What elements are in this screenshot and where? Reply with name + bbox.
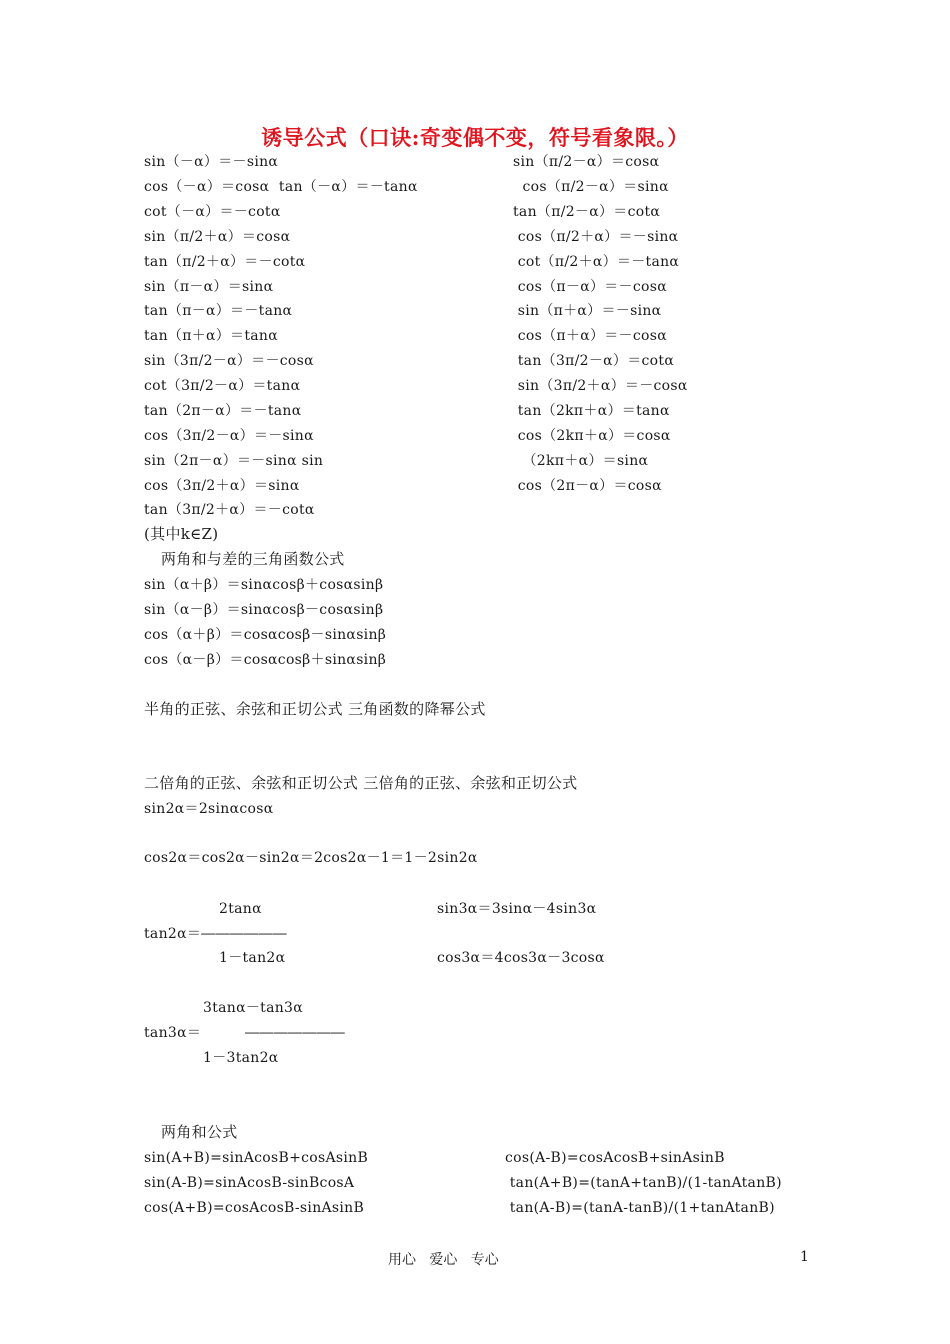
formula-line: sin（π－α）＝sinα bbox=[144, 279, 274, 295]
formula-line: tan(A-B)=(tanA-tanB)/(1+tanAtanB) bbox=[505, 1200, 775, 1216]
formula-sin2: sin2α＝2sinαcosα bbox=[144, 801, 274, 817]
formula-line: （2kπ＋α）＝sinα bbox=[513, 453, 649, 469]
formula-cos3: cos3α＝4cos3α－3cosα bbox=[437, 950, 605, 966]
formula-line: tan（3π/2－α）＝cotα bbox=[513, 353, 675, 369]
formula-line: sin(A-B)=sinAcosB-sinBcosA bbox=[144, 1175, 355, 1191]
tan3-lhs: tan3α＝ bbox=[144, 1025, 202, 1041]
formula-line: cos（α－β）＝cosαcosβ＋sinαsinβ bbox=[144, 652, 387, 668]
formula-line: sin（－α）＝－sinα bbox=[144, 154, 279, 170]
formula-cos2: cos2α＝cos2α－sin2α＝2cos2α－1＝1－2sin2α bbox=[144, 850, 478, 866]
double-triple-heading: 二倍角的正弦、余弦和正切公式 三倍角的正弦、余弦和正切公式 bbox=[144, 774, 578, 792]
page-number: 1 bbox=[800, 1249, 809, 1265]
formula-sin3: sin3α＝3sinα－4sin3α bbox=[437, 901, 597, 917]
tan2-denominator: 1－tan2α bbox=[219, 950, 286, 966]
formula-line: sin（π/2－α）＝cosα bbox=[513, 154, 660, 170]
tan3-denominator: 1－3tan2α bbox=[203, 1050, 279, 1066]
formula-line: sin（π＋α）＝－sinα bbox=[513, 303, 662, 319]
formula-line: cos（π－α）＝－cosα bbox=[513, 279, 667, 295]
tan3-fraction-bar: ――――――― bbox=[245, 1025, 346, 1041]
formula-line: cos(A-B)=cosAcosB+sinAsinB bbox=[505, 1150, 725, 1166]
formula-line: tan（π＋α）＝tanα bbox=[144, 328, 278, 344]
formula-line: cos（π/2－α）＝sinα bbox=[513, 179, 669, 195]
formula-line: tan（π/2＋α）＝－cotα bbox=[144, 254, 306, 270]
formula-line: sin(A+B)=sinAcosB+cosAsinB bbox=[144, 1150, 369, 1166]
formula-line: sin（3π/2＋α）＝－cosα bbox=[513, 378, 688, 394]
formula-line: cos（3π/2－α）＝－sinα bbox=[144, 428, 314, 444]
formula-line: cot（3π/2－α）＝tanα bbox=[144, 378, 301, 394]
two-angle-heading: 两角和公式 bbox=[161, 1123, 238, 1141]
k-note: (其中k∈Z) bbox=[144, 525, 219, 543]
formula-line: sin（α－β）＝sinαcosβ－cosαsinβ bbox=[144, 602, 384, 618]
formula-line: sin（2π－α）＝－sinα sin bbox=[144, 453, 324, 469]
tan2-numerator: 2tanα bbox=[219, 901, 262, 917]
formula-line: cot（π/2＋α）＝－tanα bbox=[513, 254, 680, 270]
formula-line: tan（2kπ＋α）＝tanα bbox=[513, 403, 670, 419]
formula-line: sin（π/2＋α）＝cosα bbox=[144, 229, 291, 245]
formula-line: cos（－α）＝cosα tan（－α）＝－tanα bbox=[144, 179, 418, 195]
formula-line: tan（π－α）＝－tanα bbox=[144, 303, 293, 319]
formula-line: tan（3π/2＋α）＝－cotα bbox=[144, 502, 315, 518]
formula-line: cos(A+B)=cosAcosB-sinAsinB bbox=[144, 1200, 365, 1216]
tan3-numerator: 3tanα－tan3α bbox=[203, 1000, 304, 1016]
formula-line: tan（π/2－α）＝cotα bbox=[513, 204, 661, 220]
formula-line: cos（2kπ＋α）＝cosα bbox=[513, 428, 671, 444]
formula-line: cot（－α）＝－cotα bbox=[144, 204, 281, 220]
formula-line: cos（α＋β）＝cosαcosβ－sinαsinβ bbox=[144, 627, 387, 643]
formula-line: tan（2π－α）＝－tanα bbox=[144, 403, 302, 419]
page-footer: 用心 爱心 专心 bbox=[388, 1252, 499, 1268]
formula-line: cos（2π－α）＝cosα bbox=[513, 478, 662, 494]
formula-line: tan(A+B)=(tanA+tanB)/(1-tanAtanB) bbox=[505, 1175, 782, 1191]
page-title: 诱导公式（口诀:奇变偶不变，符号看象限。） bbox=[261, 125, 689, 150]
formula-line: cos（π/2＋α）＝－sinα bbox=[513, 229, 679, 245]
tan2-lhs: tan2α＝―――――― bbox=[144, 926, 287, 942]
formula-line: cos（3π/2＋α）＝sinα bbox=[144, 478, 300, 494]
half-angle-heading: 半角的正弦、余弦和正切公式 三角函数的降幂公式 bbox=[144, 700, 486, 718]
formula-line: sin（3π/2－α）＝－cosα bbox=[144, 353, 314, 369]
sum-diff-heading: 两角和与差的三角函数公式 bbox=[161, 550, 345, 568]
formula-line: cos（π＋α）＝－cosα bbox=[513, 328, 667, 344]
formula-line: sin（α＋β）＝sinαcosβ＋cosαsinβ bbox=[144, 577, 384, 593]
